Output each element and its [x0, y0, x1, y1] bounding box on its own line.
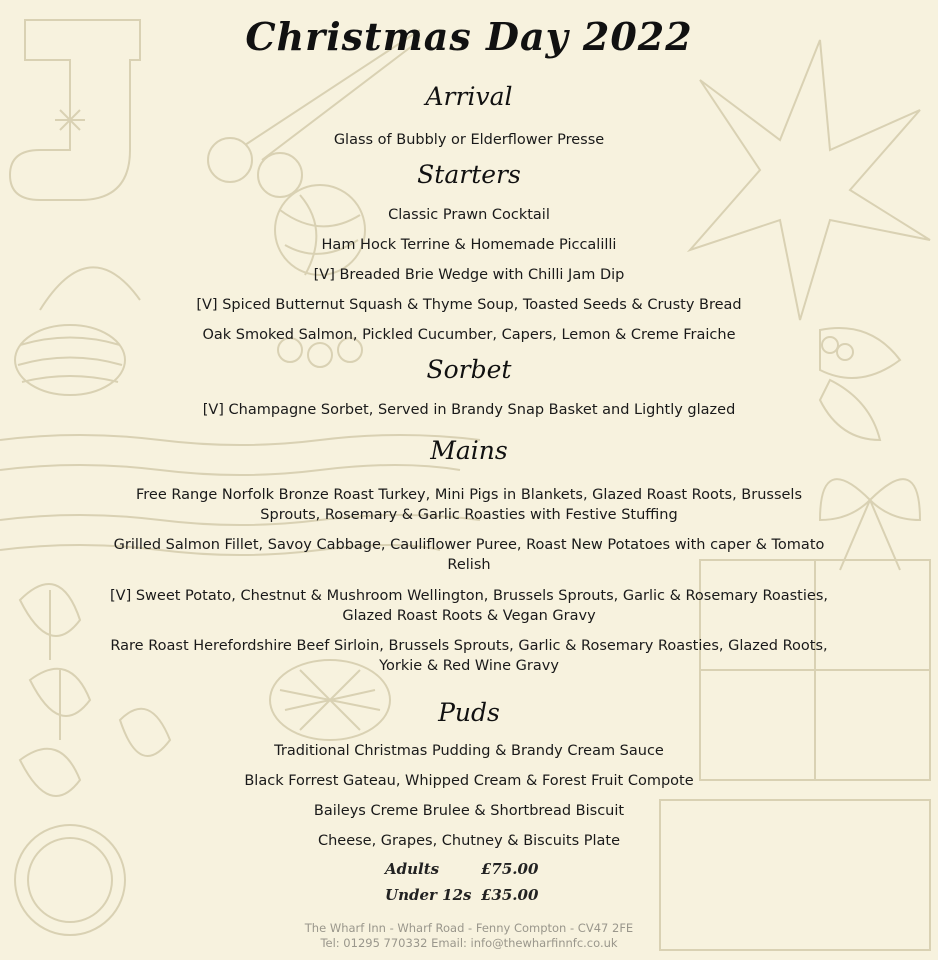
menu-item: Ham Hock Terrine & Homemade Piccalilli [321, 237, 617, 253]
menu-item: Traditional Christmas Pudding & Brandy Cream Sauce [274, 743, 664, 759]
menu-item: Glass of Bubbly or Elderflower Presse [333, 132, 605, 148]
footer-contact: Tel: 01295 770332 Email: info@thewharfinnfc.co.uk [320, 936, 618, 950]
price-label: Under 12s [385, 886, 472, 904]
menu-item: Cheese, Grapes, Chutney & Biscuits Plate [317, 833, 621, 849]
menu-item: [V] Champagne Sorbet, Served in Brandy Snap Basket and Lightly glazed [202, 402, 736, 418]
section-heading-puds: Puds [438, 698, 500, 727]
menu-item: Classic Prawn Cocktail [388, 207, 550, 223]
price-row-adults [385, 860, 585, 878]
menu-item: Rare Roast Herefordshire Beef Sirloin, Brussels Sprouts, Garlic & Rosemary Roasties, Glazed Roots, Yorkie & Red Wine Gravy [110, 638, 828, 674]
section-heading-starters: Starters [417, 160, 521, 189]
footer-address: The Wharf Inn - Wharf Road - Fenny Compton - CV47 2FE [304, 921, 634, 935]
menu-item: Baileys Creme Brulee & Shortbread Biscuit [313, 803, 625, 819]
menu-item: Free Range Norfolk Bronze Roast Turkey, Mini Pigs in Blankets, Glazed Roast Roots, Brussels Sprouts, Rosemary & Garlic Roasties with Festive Stuffing [135, 487, 803, 523]
menu-item: [V] Spiced Butternut Squash & Thyme Soup, Toasted Seeds & Crusty Bread [196, 297, 742, 313]
price-value: £75.00 [481, 860, 539, 878]
section-heading-mains: Mains [430, 436, 508, 465]
menu-item: Black Forrest Gateau, Whipped Cream & Forest Fruit Compote [244, 773, 694, 789]
menu-item: [V] Sweet Potato, Chestnut & Mushroom Wellington, Brussels Sprouts, Garlic & Rosemary Roasties, Glazed Roast Roots & Vegan Gravy [110, 588, 828, 624]
menu-item: Grilled Salmon Fillet, Savoy Cabbage, Cauliflower Puree, Roast New Potatoes with caper & Tomato Relish [113, 537, 825, 573]
price-value: £35.00 [481, 886, 539, 904]
menu-item: Oak Smoked Salmon, Pickled Cucumber, Capers, Lemon & Creme Fraiche [202, 327, 736, 343]
section-heading-sorbet: Sorbet [426, 355, 512, 384]
price-row-under-12s [385, 886, 585, 904]
menu-item: [V] Breaded Brie Wedge with Chilli Jam Dip [313, 267, 625, 283]
section-heading-arrival: Arrival [425, 82, 513, 111]
price-label: Adults [385, 860, 440, 878]
menu-title: Christmas Day 2022 [245, 14, 693, 59]
